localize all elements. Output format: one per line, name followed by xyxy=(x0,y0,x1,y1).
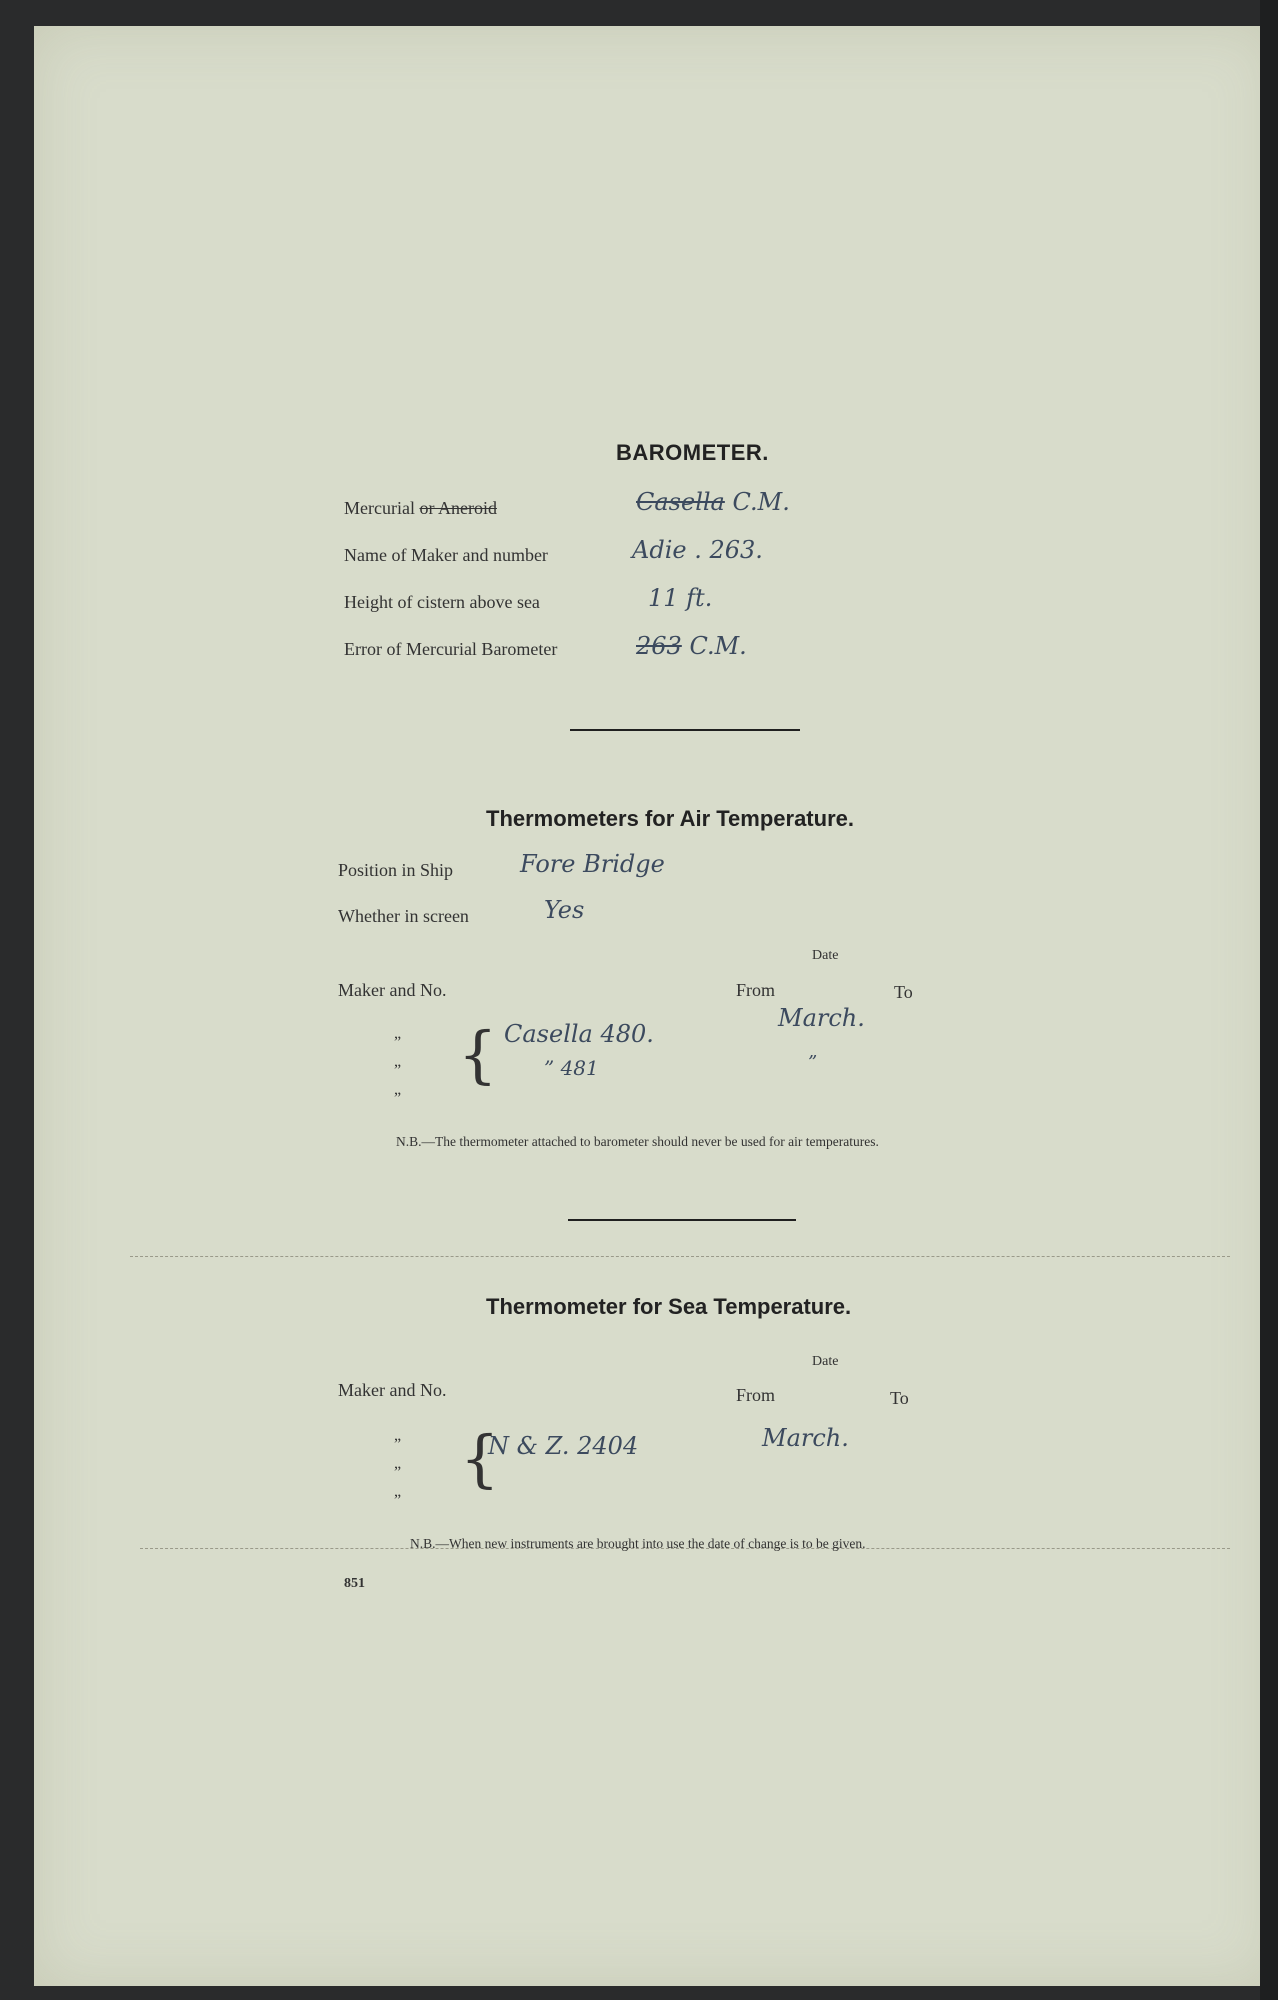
position-value: Fore Bridge xyxy=(520,850,665,878)
air-row-maker: Casella 480. xyxy=(504,1020,654,1048)
air-date-label: Date xyxy=(812,948,839,963)
ditto-mark: ” xyxy=(394,1090,402,1107)
sea-date-label: Date xyxy=(812,1354,839,1369)
mercurial-value xyxy=(636,488,790,516)
sea-row-from: March. xyxy=(762,1424,849,1452)
section-divider-1 xyxy=(570,729,800,731)
ditto-mark: ” xyxy=(394,1062,402,1079)
section-divider-2 xyxy=(568,1219,796,1221)
maker-label: Name of Maker and number xyxy=(344,545,548,565)
air-to-label: To xyxy=(894,982,913,1002)
page-edge xyxy=(1260,0,1278,2000)
sea-to-label: To xyxy=(890,1388,909,1408)
ditto-mark: ” xyxy=(394,1436,402,1453)
sea-from-label: From xyxy=(736,1385,776,1405)
aneroid-struck-label: or Aneroid xyxy=(419,498,497,518)
air-row-from: March. xyxy=(778,1004,865,1032)
ditto-mark: ” xyxy=(394,1492,402,1509)
error-label: Error of Mercurial Barometer xyxy=(344,639,558,659)
sea-row-maker: N & Z. 2404 xyxy=(488,1432,639,1460)
air-from-label: From xyxy=(736,980,776,1000)
mercurial-label-prefix: Mercurial xyxy=(344,498,420,518)
air-note: N.B.—The thermometer attached to barometer should never be used for air temperatures. xyxy=(396,1134,879,1149)
maker-value: Adie . 263. xyxy=(632,536,763,564)
screen-label: Whether in screen xyxy=(338,906,469,926)
page-number: 851 xyxy=(344,1576,365,1591)
air-row-maker: ” 481 xyxy=(544,1056,599,1080)
sea-note: N.B.—When new instruments are brought into use the date of change is to be given. xyxy=(410,1536,866,1551)
height-label: Height of cistern above sea xyxy=(344,592,540,612)
barometer-heading: BAROMETER. xyxy=(616,440,769,465)
sea-maker-label: Maker and No. xyxy=(338,1380,447,1400)
error-value-text: C.M. xyxy=(689,632,747,660)
brace: { xyxy=(458,1018,498,1091)
air-row-from: ” xyxy=(808,1052,818,1073)
ditto-mark: ” xyxy=(394,1464,402,1481)
height-value: 11 ft. xyxy=(648,584,713,612)
brace: { xyxy=(460,1422,500,1495)
mercurial-value-text: C.M. xyxy=(732,488,790,516)
error-value-struck: 263 xyxy=(636,632,682,660)
mercurial-label xyxy=(344,498,497,519)
fold-line xyxy=(130,1256,1230,1257)
sea-temperature-heading: Thermometer for Sea Temperature. xyxy=(486,1294,852,1319)
air-maker-label: Maker and No. xyxy=(338,980,447,1000)
air-temperature-heading: Thermometers for Air Temperature. xyxy=(486,806,854,831)
error-value xyxy=(636,632,747,660)
screen-value: Yes xyxy=(544,896,585,924)
ditto-mark: ” xyxy=(394,1034,402,1051)
position-label: Position in Ship xyxy=(338,860,454,880)
document-page xyxy=(34,26,1274,1986)
mercurial-value-struck: Casella xyxy=(636,488,725,516)
